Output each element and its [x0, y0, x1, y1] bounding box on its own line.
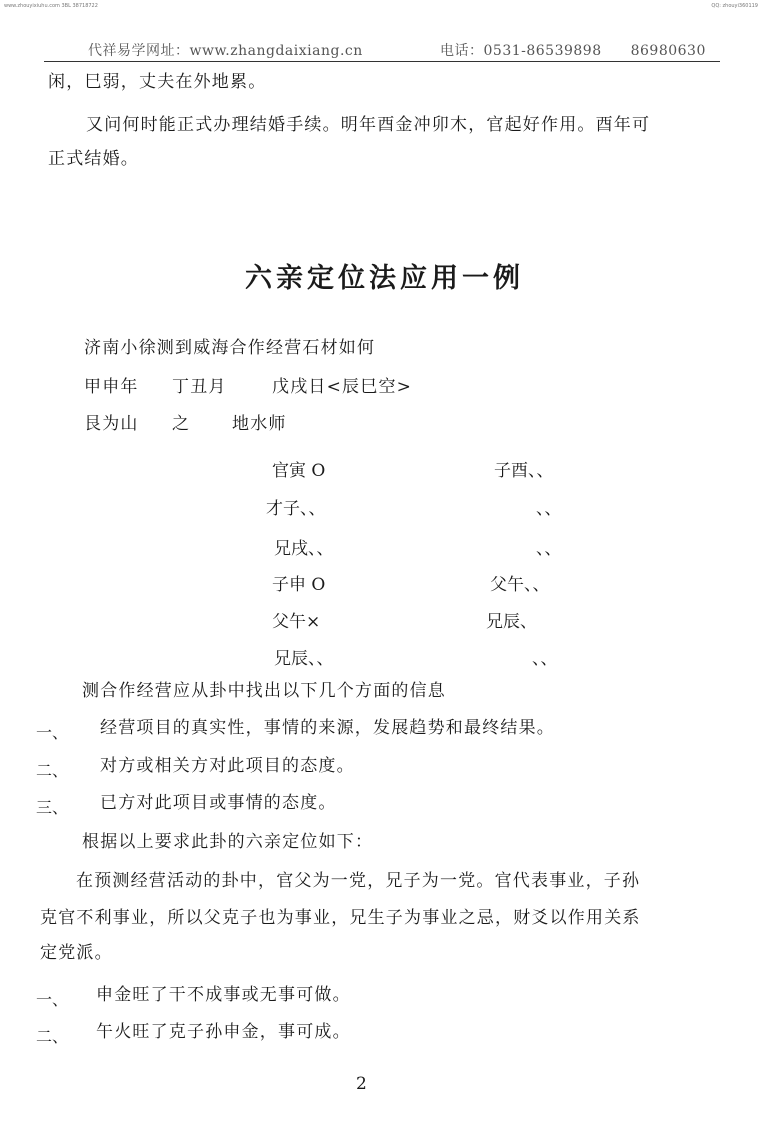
question-line: 济南小徐测到威海合作经营石材如何 — [84, 338, 376, 358]
date-month: 丁丑月 — [172, 377, 227, 397]
intro-line: 测合作经营应从卦中找出以下几个方面的信息 — [82, 681, 446, 701]
yao-right: 父午、、 — [490, 575, 550, 595]
continuation-line: 正式结婚。 — [48, 149, 139, 169]
list-number: 一、 — [36, 723, 69, 742]
paragraph-line: 克官不利事业，所以父克子也为事业，兄生子为事业之忌，财爻以作用关系 — [40, 908, 641, 928]
date-year: 甲申年 — [84, 377, 139, 397]
yao-left: 兄戌、、 — [274, 539, 334, 559]
list-number: 三、 — [36, 798, 69, 817]
hexagram-changed: 地水师 — [232, 414, 287, 434]
continuation-line: 又问何时能正式办理结婚手续。明年酉金冲卯木，官起好作用。酉年可 — [86, 115, 651, 135]
header-phone: 电话：0531-86539898 86980630 — [440, 43, 706, 59]
yao-left: 官寅 O — [272, 461, 326, 481]
scan-mark-right: QQ: zhouyi360119 — [711, 3, 758, 9]
list-item-text: 午火旺了克子孙申金，事可成。 — [96, 1022, 351, 1042]
yao-left: 子申 O — [272, 575, 326, 595]
yao-right: 兄辰、 — [486, 612, 537, 632]
positioning-line: 根据以上要求此卦的六亲定位如下： — [82, 832, 374, 852]
yao-right: 、、 — [536, 499, 562, 519]
yao-left: 兄辰、、 — [274, 649, 334, 669]
date-day: 戊戌日<辰巳空> — [272, 377, 413, 397]
page-number: 2 — [356, 1074, 367, 1094]
list-number: 二、 — [36, 1027, 69, 1046]
scan-mark-left: www.zhouyixiuhu.com 3BL 38718722 — [4, 3, 98, 9]
list-item-text: 已方对此项目或事情的态度。 — [100, 793, 337, 813]
list-number: 二、 — [36, 761, 69, 780]
yao-left: 父午× — [272, 612, 321, 632]
header-website: 代祥易学网址：www.zhangdaixiang.cn — [88, 43, 363, 59]
list-number: 一、 — [36, 990, 69, 1009]
yao-left: 才子、、 — [266, 499, 326, 519]
yao-right: 、、 — [536, 539, 562, 559]
section-title: 六亲定位法应用一例 — [245, 263, 524, 294]
list-item-text: 申金旺了干不成事或无事可做。 — [96, 985, 351, 1005]
header-rule — [44, 61, 720, 62]
continuation-line: 闲，巳弱，丈夫在外地累。 — [48, 72, 267, 92]
paragraph-line: 定党派。 — [40, 943, 113, 963]
list-item-text: 经营项目的真实性，事情的来源，发展趋势和最终结果。 — [100, 718, 555, 738]
paragraph-line: 在预测经营活动的卦中，官父为一党，兄子为一党。官代表事业，子孙 — [76, 871, 641, 891]
hexagram-main: 艮为山 — [84, 414, 139, 434]
list-item-text: 对方或相关方对此项目的态度。 — [100, 756, 355, 776]
yao-right: 子酉、、 — [494, 461, 554, 481]
yao-right: 、、 — [532, 649, 558, 669]
hexagram-connector: 之 — [172, 414, 191, 434]
